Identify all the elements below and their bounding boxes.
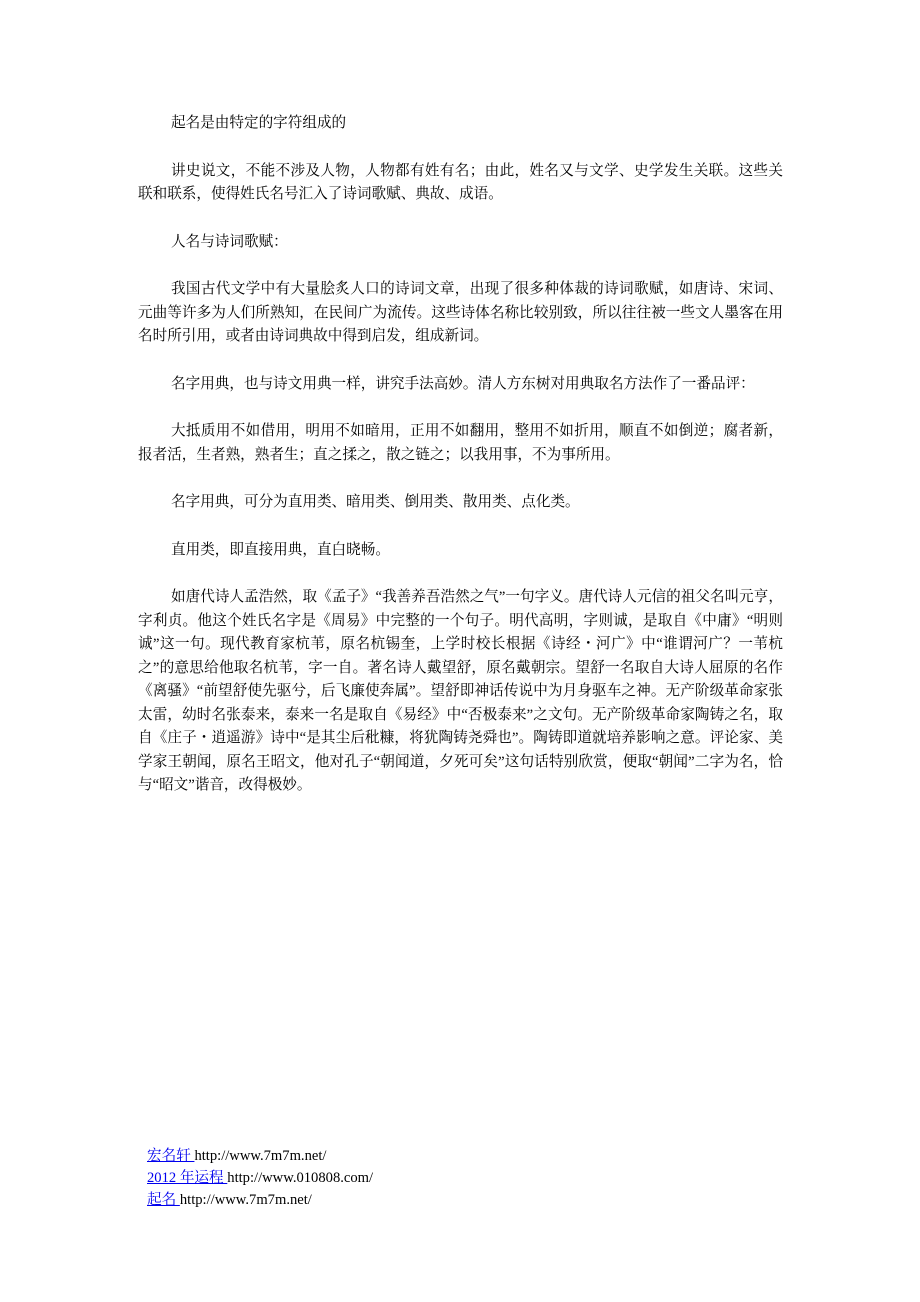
footer-links [147,1145,373,1211]
paragraph: 名字用典，也与诗文用典一样，讲究手法高妙。清人方东树对用典取名方法作了一番品评： [171,375,755,392]
paragraph: 我国古代文学中有大量脍炙人口的诗词文章，出现了很多种体裁的诗词歌赋，如唐诗、宋词、元曲等许多为人们所熟知，在民间广为流传。这些诗体名称比较别致，所以往往被一些文人墨客在用名时所引用，或者由诗词典故中得到启发，组成新词。 [138,281,783,344]
footer-link-row [147,1145,373,1167]
footer-link-url: http://www.7m7m.net/ [179,1192,312,1208]
footer-link-row [147,1189,373,1211]
footer-link-naming[interactable]: 起名 [147,1192,180,1208]
paragraph: 如唐代诗人孟浩然，取《孟子》“我善养吾浩然之气”一句字义。唐代诗人元信的祖父名叫元亨，字利贞。他这个姓氏名字是《周易》中完整的一个句子。明代高明，字则诚，是取自《中庸》“明则诚”这一句。现代教育家杭苇，原名杭锡奎，上学时校长根据《诗经・河广》中“谁谓河广？一苇杭之”的意思给他取名杭苇，字一自。著名诗人戴望舒，原名戴朝宗。望舒一名取自大诗人屈原的名作《离骚》“前望舒使先驱兮，后飞廉使奔属”。望舒即神话传说中为月身驱车之神。无产阶级革命家张太雷，幼时名张泰来，泰来一名是取自《易经》中“否极泰来”之文句。无产阶级革命家陶铸之名，取自《庄子・逍遥游》诗中“是其尘后秕糠，将犹陶铸尧舜也”。陶铸即道就培养影响之意。评论家、美学家王朝闻，原名王昭文，他对孔子“朝闻道，夕死可矣”这句话特别欣赏，便取“朝闻”二字为名，恰与“昭文”谐音，改得极妙。 [138,589,783,793]
footer-link-url: http://www.7m7m.net/ [194,1148,327,1164]
document-body [138,112,783,822]
footer-link-row [147,1167,373,1189]
footer-link-hongmingxuan[interactable]: 宏名轩 [147,1148,195,1164]
paragraph: 名字用典，可分为直用类、暗用类、倒用类、散用类、点化类。 [171,494,580,510]
paragraph: 大抵质用不如借用，明用不如暗用，正用不如翻用，整用不如折用，顺直不如倒逆；腐者新，报者活，生者熟，熟者生；直之揉之，散之链之；以我用事，不为事所用。 [138,423,783,463]
paragraph: 直用类，即直接用典，直白晓畅。 [171,541,390,558]
paragraph: 讲史说文，不能不涉及人物，人物都有姓有名；由此，姓名又与文学、史学发生关联。这些关联和联系，使得姓氏名号汇入了诗词歌赋、典故、成语。 [138,162,783,202]
footer-link-url: http://www.010808.com/ [227,1170,374,1186]
footer-link-2012-fortune[interactable]: 2012 年运程 [147,1170,228,1186]
document-title-line: 起名是由特定的字符组成的 [171,115,347,131]
section-heading: 人名与诗词歌赋： [171,233,288,250]
